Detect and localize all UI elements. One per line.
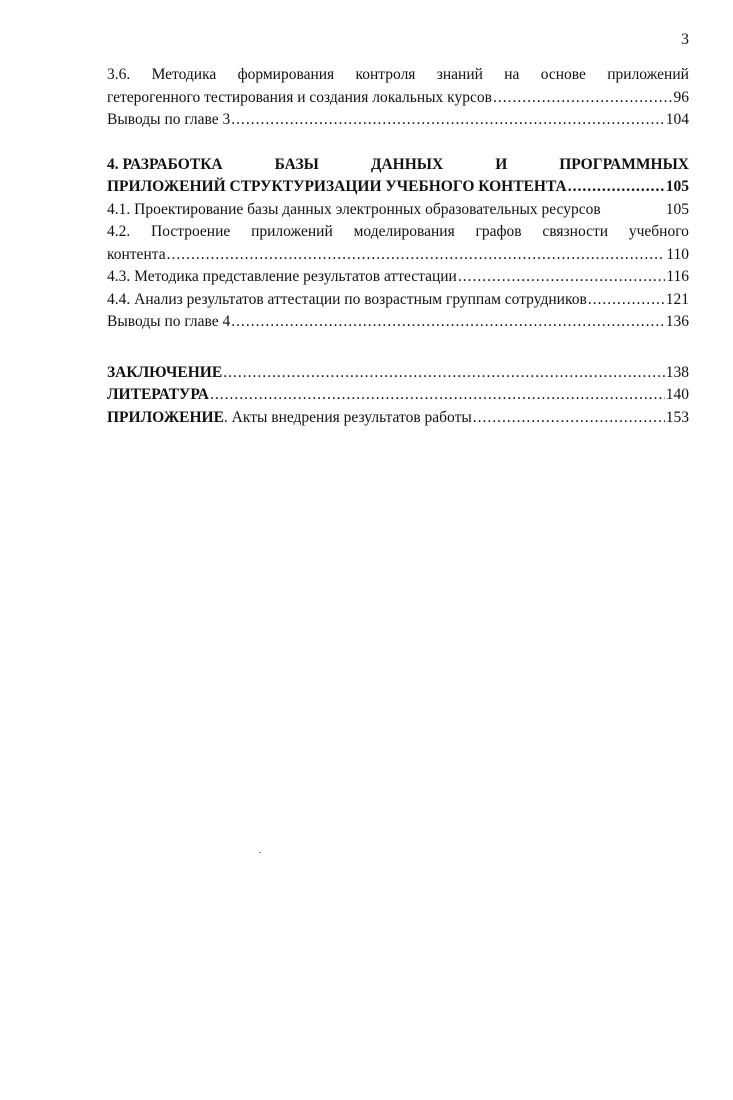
word: 3.6. xyxy=(107,66,131,83)
spacer xyxy=(107,334,689,362)
toc-entry-text: гетерогенного тестирования и создания локальных курсов xyxy=(107,88,492,106)
word: контроля xyxy=(355,66,416,83)
toc-entry-text: ЗАКЛЮЧЕНИЕ xyxy=(107,363,223,381)
toc-entry-line-2 xyxy=(107,244,689,267)
word: ПРОГРАММНЫХ xyxy=(559,155,689,173)
toc-page-number: 104 xyxy=(665,111,689,128)
toc-entry-text: ПРИЛОЖЕНИЙ СТРУКТУРИЗАЦИИ УЧЕБНОГО КОНТЕНТА xyxy=(107,178,567,195)
toc-entry-text: Выводы по главе 3 xyxy=(107,111,231,128)
word: приложений xyxy=(251,223,333,240)
toc-entry-chapter4-conclusions[interactable] xyxy=(107,311,689,334)
toc-page-number: 110 xyxy=(666,245,689,263)
word: учебного xyxy=(628,223,689,240)
toc-entry-text: ЛИТЕРАТУРА xyxy=(107,386,209,403)
dot-leader xyxy=(167,244,666,267)
word: ДАННЫХ xyxy=(370,155,444,173)
toc-chapter-4[interactable] xyxy=(107,154,689,199)
word: 4. РАЗРАБОТКА xyxy=(107,155,223,173)
toc-page-number: 105 xyxy=(665,178,689,195)
toc-page-number: 153 xyxy=(665,408,689,426)
dot-leader xyxy=(210,384,665,407)
toc-entry-text xyxy=(107,407,472,430)
dot-leader xyxy=(458,266,665,289)
dot-leader xyxy=(223,362,665,385)
table-of-contents xyxy=(107,64,689,429)
toc-entry-appendix[interactable] xyxy=(107,407,689,430)
word: Построение xyxy=(151,223,231,240)
word: И xyxy=(495,155,508,173)
toc-entry-4-4[interactable] xyxy=(107,289,689,312)
toc-entry-3-6[interactable] xyxy=(107,64,689,109)
spacer xyxy=(107,132,689,154)
dot-leader xyxy=(493,87,673,110)
toc-page-number: 138 xyxy=(665,363,689,381)
toc-entry-text: контента xyxy=(107,245,166,263)
toc-entry-text: 4.4. Анализ результатов аттестации по возрастным группам сотрудников xyxy=(107,290,587,308)
word: связности xyxy=(542,223,609,240)
toc-page-number: 105 xyxy=(665,200,689,218)
dot-leader xyxy=(231,109,664,132)
scan-speck xyxy=(259,852,261,853)
page-number: 3 xyxy=(681,31,689,48)
toc-entry-text: Выводы по главе 4 xyxy=(107,313,231,330)
word: моделирования xyxy=(353,223,455,240)
word: основе xyxy=(540,66,586,83)
toc-entry-line-2 xyxy=(107,176,689,199)
toc-entry-label: ПРИЛОЖЕНИЕ xyxy=(107,408,224,426)
toc-entry-chapter3-conclusions[interactable] xyxy=(107,109,689,132)
word: на xyxy=(504,66,520,83)
toc-page-number: 136 xyxy=(665,313,689,330)
dot-leader xyxy=(588,289,665,312)
toc-entry-line-1 xyxy=(107,221,689,244)
toc-page-number: 116 xyxy=(666,268,689,285)
toc-entry-text: 4.3. Методика представление результатов аттестации xyxy=(107,268,457,285)
word: БАЗЫ xyxy=(274,155,319,173)
toc-entry-line-2 xyxy=(107,87,689,110)
toc-page-number: 121 xyxy=(665,290,689,308)
toc-entry-4-3[interactable] xyxy=(107,266,689,289)
word: формирования xyxy=(237,66,335,83)
toc-entry-literature[interactable] xyxy=(107,384,689,407)
toc-entry-text: 4.1. Проектирование базы данных электронных образовательных ресурсов xyxy=(107,200,601,218)
dot-leader xyxy=(231,311,664,334)
toc-page-number: 96 xyxy=(673,88,689,106)
toc-entry-rest: . Акты внедрения результатов работы xyxy=(223,408,472,426)
toc-page-number: 140 xyxy=(665,386,689,403)
word: 4.2. xyxy=(107,223,131,240)
toc-entry-4-1[interactable] xyxy=(107,199,689,222)
toc-entry-line-1 xyxy=(107,64,689,87)
toc-entry-4-2[interactable] xyxy=(107,221,689,266)
toc-entry-conclusion[interactable] xyxy=(107,362,689,385)
word: приложений xyxy=(607,66,689,83)
dot-leader xyxy=(473,407,665,430)
toc-entry-line-1 xyxy=(107,154,689,177)
word: Методика xyxy=(151,66,217,83)
word: знаний xyxy=(436,66,483,83)
word: графов xyxy=(475,223,522,240)
dot-leader xyxy=(568,176,665,199)
